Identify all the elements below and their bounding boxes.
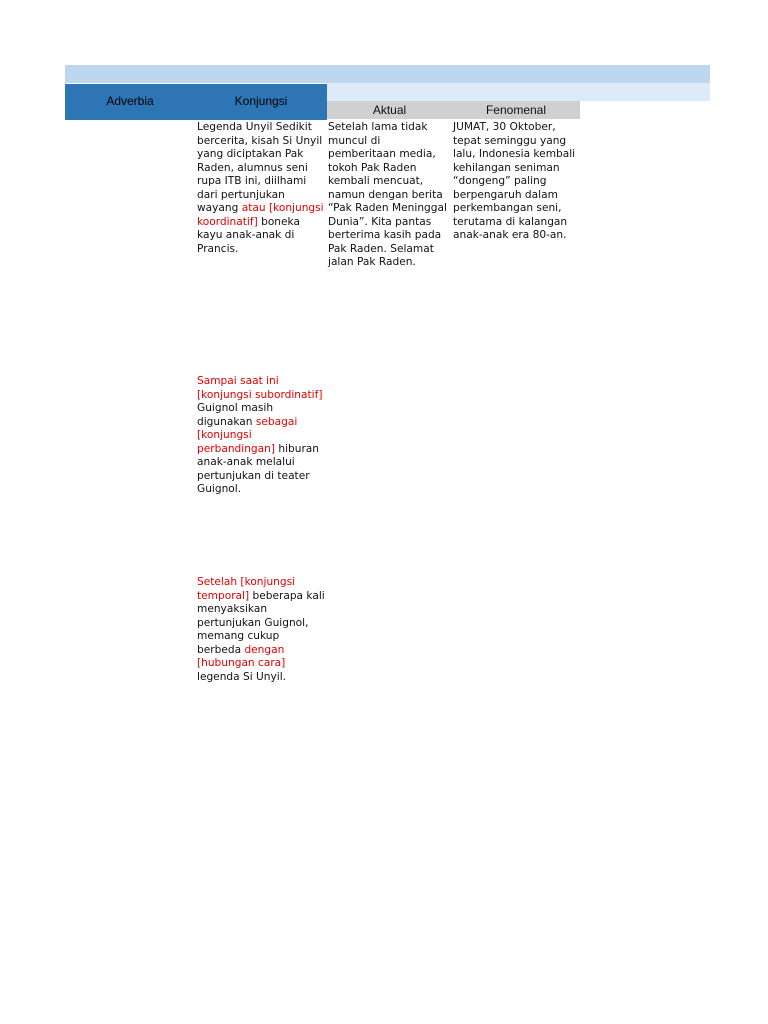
konjungsi-highlight: Setelah [konjungsi temporal] bbox=[197, 576, 296, 602]
entry-text-segment: beberapa kali menyaksikan pertunjukan Guignol, memang cukup berbeda bbox=[197, 589, 325, 656]
entry-text-segment: legenda Si Unyil. bbox=[197, 670, 287, 683]
fenomenal-text: JUMAT, 30 Oktober, tepat seminggu yang lalu, Indonesia kembali kehilangan seniman “dongeng” paling berpengaruh dalam perkembangan seni, terutama di kalangan anak-anak era 80-an. bbox=[453, 121, 576, 241]
konjungsi-highlight: Sampai saat ini [konjungsi subordinatif] bbox=[197, 375, 323, 401]
header-aktual: Aktual bbox=[372, 103, 407, 117]
entry-text-segment: Guignol masih digunakan bbox=[197, 402, 274, 428]
konjungsi-entry-1 bbox=[197, 121, 325, 256]
konjungsi-entry-2 bbox=[197, 375, 325, 497]
konjungsi-highlight: atau [konjungsi koordinatif] bbox=[197, 202, 324, 228]
entry-text-segment: boneka kayu anak-anak di Prancis. bbox=[197, 215, 300, 255]
header-band-top bbox=[65, 65, 710, 83]
aktual-text: Setelah lama tidak muncul di pemberitaan media, tokoh Pak Raden kembali mencuat, namun dengan berita “Pak Raden Meninggal Dunia”. Kita pantas berterima kasih pada Pak Raden. Selamat jalan Pak Raden. bbox=[328, 121, 447, 268]
konjungsi-entry-3 bbox=[197, 576, 325, 684]
header-band-mid bbox=[327, 83, 710, 101]
entry-text-segment: hiburan anak-anak melalui pertunjukan di teater Guignol. bbox=[197, 442, 320, 495]
header-fenomenal: Fenomenal bbox=[485, 103, 547, 117]
entry-text-segment: Legenda Unyil Sedikit bercerita, kisah Si Unyil yang diciptakan Pak Raden, alumnus seni rupa ITB ini, diilhami dari pertunjukan wayang bbox=[197, 121, 323, 214]
header-konjungsi: Konjungsi bbox=[234, 94, 288, 108]
header-adverbia: Adverbia bbox=[106, 94, 154, 108]
konjungsi-highlight: dengan [hubungan cara] bbox=[197, 643, 286, 669]
konjungsi-highlight: sebagai [konjungsi perbandingan] bbox=[197, 415, 298, 455]
